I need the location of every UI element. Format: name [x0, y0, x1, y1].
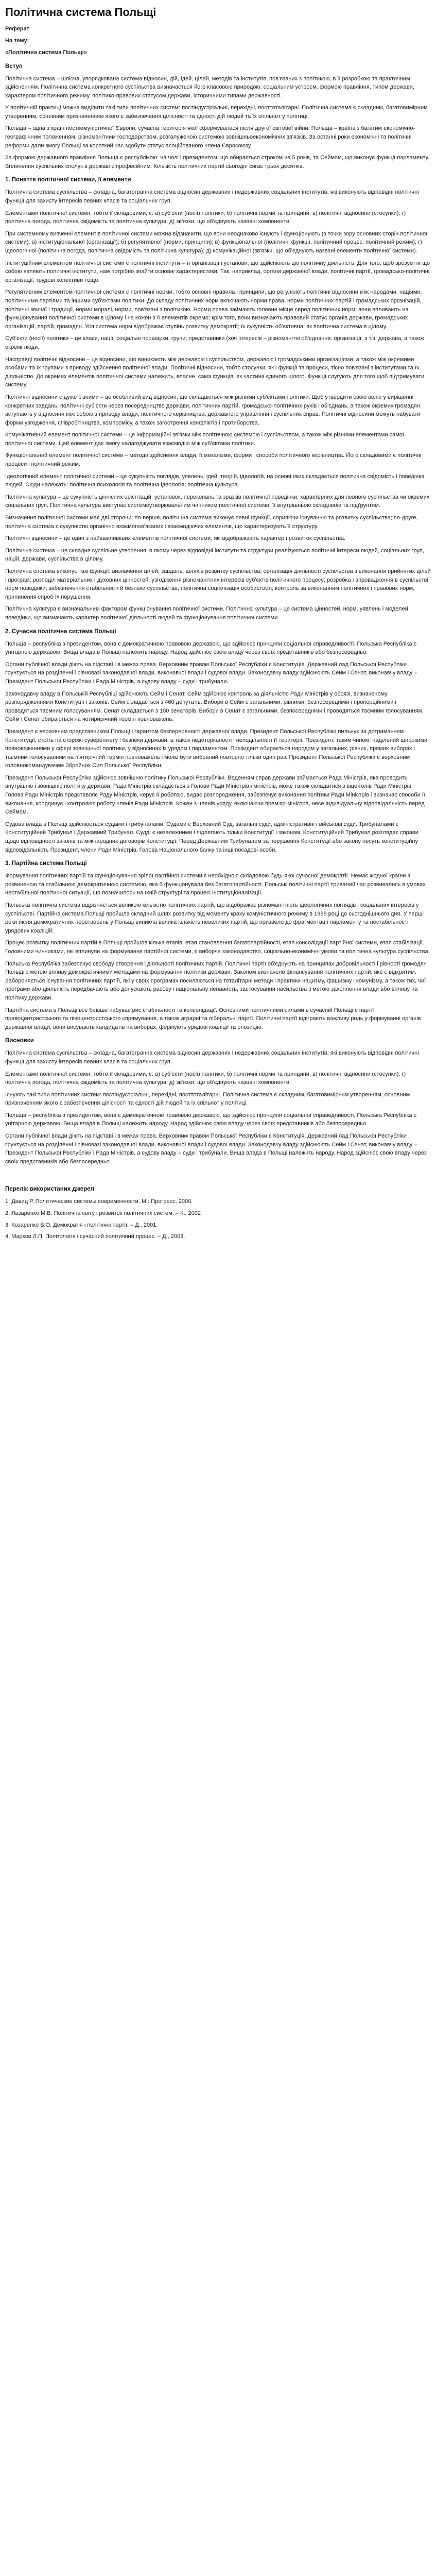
paragraph: Існують такі типи політичних систем: постіндустріальні, перехідні, посттоталітарні. Політична система є складним, багатовимірним утворенням, основним призначенням якого є забезпечення цілісності та єдності дій людей та їх спільнот у політиці.: [5, 1091, 410, 1107]
paragraph: Політична система суспільства – складна, багатогранна система відносин державних і недержавних соціальних інститутів, які виконують відповідні політичні функції для захисту інтересів певних класів та соціальних груп.: [5, 189, 419, 205]
section-3-body: [5, 872, 431, 1031]
paragraph: Визначення політичної системи має дві сторони: по-перше, політична система виконує певні функції, сприяючи існуванню та розвитку суспільства; по-друге, політична система є сукупністю органічно взаємопов'язаних і взаємодіючих елементів, що характеризують її структуру.: [5, 515, 418, 530]
paragraph: Політична система суспільства – складна, багатогранна система відносин державних і недержавних соціальних інститутів, які виконують відповідні політичні функції для захисту інтересів певних класів та соціальних груп.: [5, 1050, 419, 1065]
paragraph: Польська Республіка забезпечує свободу створення і діяльності політичних партій. Політичні партії об'єднують на принципах добровільності і рівності громадян Польщі з метою впливу демократичними методами на формування політики держави. Законом визначено фінансування політичних партій, яке є відкритим. Забороняється існування політичних партій, які у своїх програмах посилаються на тоталітарні методи і практики нацизму, фашизму і комунізму, а також тих, чиї програми або діяльність передбачають або допускають расову і національну ненависть, застосування насильства з метою захоплення влади або впливу на політику держави.: [5, 960, 427, 1001]
doc-type-label: Реферат: [5, 25, 30, 32]
reference-item: 3. Козаренко В.О. Демократія і політичні партії. – Д., 2001.: [5, 1222, 158, 1228]
paragraph: Польща – республіка з президентом, вона є демократичною правовою державою, що здійснює принципи соціальної справедливості. Польська Республіка є унітарною державою. Вища влада в Польщі належить народу. Народ здійснює свою владу через своїх представників або безпосередньо.: [5, 1112, 417, 1127]
paragraph: Елементами політичної системи, тобто її складовими, є: а) суб'єкти (носії) політики; б) політичні норми та принципи; в) політичні відносини (стосунки); г) політична погода, політична свідомість та політична культура; д) зв'язки, що об'єднують названі компоненти.: [5, 210, 406, 225]
paragraph: Функціональний елемент політичної системи – методи здійснення влади, її механізми, форми і способи політичного керівництва. Його складовими є політичні процеси і політичний режим.: [5, 452, 422, 468]
paragraph: Органи публічної влади діють на підставі і в межах права. Верховним правом Польської Республіки є Конституція. Державний лад Польської Республіки ґрунтується на розділенні і рівновазі законодавчої влади, виконавчої влади і судової влади. Законодавчу владу здійснюють Сейм і Сенат, виконавчу владу – Президент Польської Республіки і Рада Міністрів, а судову владу – суди і трибунали.: [5, 661, 417, 685]
document-page: [0, 0, 436, 1260]
paragraph: Елементами політичної системи, тобто її складовими, є: а) суб'єкти (носії) політики; б) політичні норми та принципи; в) політичні відносини (стосунки); г) політична погода, політична свідомість та політична культура; д) зв'язки, що об'єднують названі компоненти.: [5, 1071, 406, 1086]
paragraph: Ідеологічний елемент політичної системи – це сукупність поглядів, уявлень, ідей, теорій, ідеологій, на основі яких складається політична свідомість і поведінка людей. Сюди належать: політична психологія та політична ідеологія; політична культура.: [5, 473, 425, 488]
reference-item: 4. Марков Л.П. Політологія і сучасний політичний процес. – Д., 2003.: [5, 1233, 185, 1240]
paragraph: Політична система – це складне суспільне утворення, в якому через відповідні інститути та структури реалізуються політичні інтереси людей, соціальних груп, націй, держави, суспільства в цілому.: [5, 547, 424, 563]
paragraph: Політична культура є визначальним фактором функціонування політичної системи. Політична культура – це система цінностей, норм, уявлень і моделей поведінки, що визначають характер політичної діяльності людей та функціонування політичної системи.: [5, 606, 408, 621]
paragraph: Регулятивним елементом політичної системи є політичні норми, тобто основні правила і принципи, що регулюють політичні відносини між народами, націями, політичними партіями та іншими суб'єктами політики. До складу політичних норм включають норми права, норми політичних партій і громадських організацій, політичні звичаї і традиції, норми моралі, норми, пов'язані з політикою. Норми права займають головне місце серед політичних норм; вони впливають на функціонування політичної системи в цілому і на кожен з її елементів окремо; крім того, вони визначають правовий статус органів держави, громадських організацій, партій, громадян. Уся система норм відображає ступінь розвитку демократії; їх сукупність об'єктивна, як політична система в цілому.: [5, 289, 422, 330]
section-2-body: [5, 640, 431, 855]
section-1-heading: 1. Поняття політичної системи, її елементи: [5, 177, 131, 183]
spacer: [5, 1170, 431, 1180]
paragraph: У політичній практиці можна виділити такі типи політичних систем: постіндустріальні, перехідні, посттоталітарні. Політична система є складним, багатовимірним утворенням, основним призначенням якого є забезпечення цілісності та єдності дій людей та їх спільнот у політиці.: [5, 105, 428, 120]
reference-item: 1. Давид Р. Политические системы современности. М.: Прогресс, 2000.: [5, 1198, 193, 1205]
intro-body: [5, 75, 431, 171]
paragraph: Політична система – цілісна, упорядкована система відносин, дій, ідей, цілей, методів та інститутів, пов'язаних з політикою, в її розробкою та практичним здійсненням. Політична система конкретного суспільства визначається його класовою природою, соціальним устроєм, формою правління, типом держави, характером політичного режиму, політико-правових статусом держави, історичними типами державності.: [5, 75, 414, 99]
paragraph: Політичні відносини є дуже різними – це особливий вид відносин, що складаються між різними суб'єктами політики. Щоб утвердити свою волю у вирішенні конкретних завдань, політичні суб'єкти через посередництво держави, політичних партій, громадсько-політичних рухів і об'єднань, а також окремих громадян вступають у відносини між собою з приводу влади, політичного керівництва, державного управління і суспільних справ. Політичні відносини можуть набувати форми узгодження, співробітництва, компромісу, а також загострення конфліктів і протиборства.: [5, 394, 421, 426]
reference-item: 2. Лазаренко М.В. Політична світу і розвиток політичних систем. – К., 2002: [5, 1210, 201, 1217]
paragraph: Органи публічної влади діють на підставі і в межах права. Верховним правом Польської Республіки є Конституція. Державний лад Польської Республіки ґрунтується на розділенні і рівновазі законодавчої влади, виконавчої влади і судової влади. Законодавчу владу здійснюють Сейм і Сенат, виконавчу владу – Президент Польської Республіки і Рада Міністрів, а судову владу – суди і трибунали. Вища влада в Польщі належить народу. Народ здійснює свою владу через своїх представників або безпосередньо.: [5, 1133, 427, 1165]
paragraph: Польська політична система відрізняється великою кількістю політичних партій, що відображає різноманітність ідеологічних поглядів і соціальних інтересів у суспільстві. Партійна система Польщі пройшла складний шлях розвитку від моменту краху комуністичного режиму в 1989 році до сьогоднішнього дня. У перші роки після демократичних перетворень у Польщі виникла велика кількість невеликих партій, що призвело до фрагментації парламенту та нестабільності урядових коаліцій.: [5, 902, 424, 934]
intro-heading: Вступ: [5, 63, 23, 70]
paragraph: Політичні відносини – це один з найважливіших елементів політичної системи, які відображають характер і розвиток суспільства.: [5, 535, 346, 542]
topic-title: «Політична система Польщі»: [5, 49, 87, 56]
section-2-heading: 2. Сучасна політична система Польщі: [5, 628, 116, 635]
paragraph: Партійна система в Польщі все більше набуває рис стабільності та консолідації. Основними політичними силами в сучасній Польщі є партії правоцентристського та лівоцентристського спрямування, а також аграрні та ліберальні партії. Політичні партії відіграють важливу роль у формуванні органів державної влади, вони висувають кандидатів на виборах, формують урядові коаліції та опозицію.: [5, 1007, 421, 1030]
paragraph: Політична культура – це сукупність ціннісних орієнтацій, установок, переконань та зразків політичної поведінки, характерних для певного суспільства чи окремих соціальних груп. Політична культура виступає системоутворювальним чинником політичної системи, її внутрішньою складовою та підґрунтям.: [5, 494, 430, 509]
paragraph: Законодавчу владу в Польській Республіці здійснюють Сейм і Сенат. Сейм здійснює контроль за діяльністю Ради Міністрів у обсязі, визначеному розпорядженнями Конституції і законів. Сейм складається з 460 депутатів. Вибори в Сейм є загальними, рівними, безпосередніми і пропорційними і проводяться таємним голосуванням. Сенат складається з 100 сенаторів. Вибори в Сенат є загальними, безпосередніми і проводяться таємним голосуванням. Сейм і Сенат обираються на чотирирічний термін повноважень.: [5, 690, 424, 723]
paragraph: Суб'єкти (носії) політики – це класи, нації, соціальні прошарки, групи; представники (хоч інтересів – різноманітні об'єднання, організації, з т.ч. держава, а також окремі люди.: [5, 335, 424, 350]
section-1-body: [5, 188, 431, 622]
references-list: [5, 1197, 431, 1241]
conclusions-heading: Висновки: [5, 1038, 34, 1044]
paragraph: За формою державного правління Польща є республікою: на чолі і президентом, що обирається строком на 5 років, та Сеймом, що виконує функції парламенту. Вплинення суспільних сполук в державі є професійним. Кількість політичних партій сьогодні сягає трьох десятків.: [5, 155, 430, 170]
conclusions-body: [5, 1049, 431, 1166]
paragraph: Формування політичних партій та функціонування зрілої партійної системи є необхідною складовою будь-якої сучасної демократії. Немає жодної країни з розвиненою та стабільною демократичною системою, яка б функціонувала без багатопартійності. Польські політичні партії тривалий час розвивались в умовах нестабільної політичної ситуації, що позначилось на їхній структурі та процесі інституціоналізації.: [5, 873, 426, 896]
paragraph: Президент Польської Республіки здійснює зовнішню політику Польської Республіки. Веденням справ держави займається Рада Міністрів, яка проводить внутрішню і зовнішню політику держави. Рада Міністрів складається з Голови Ради Міністрів і міністрів, може також складатися з віце-голів Ради Міністрів. Голова Ради Міністрів представляє Раду Міністрів, керує її роботою, видає розпорядження, забезпечує виконання політики Ради Міністрів і визначає способи її виконання, координує і контролює роботу членів Ради Міністрів. Кожен з членів уряду, включаючи прем'єр-міністра, несе індивідуальну відповідальність перед Сеймом.: [5, 774, 425, 816]
paragraph: Комунікативний елемент політичної системи – це інформаційні зв'язки між політичною системою і суспільством, а також між різними елементами самої політичної системи. Цей елемент дає змогу налагоджувати взаємодію між суб'єктами політики.: [5, 432, 404, 447]
paragraph: При системному вивченні елементів політичної системи можна відзначити, що вони неоднаково існують і функціонують (з точки зору основних сторін політичної системи): а) інституціональної (організації); б) регулятивної (норми, принципи); в) функціональної (політичні функції, політичний процес, політичний режим); г) ідеологічної (політична погода, політична свідомість та політична культура); д) комунікаційної (зв'язки, що об'єднують названі елементи політичної системи).: [5, 230, 428, 254]
paragraph: Президент є верховним представником Польщі і гарантом безперервності державної влади. Президент Польської Республіки пильнує за дотриманням Конституції, стоїть на сторожі суверенітету і безпеки держави, а також недоторканості і неподільності її території. Президент, таким чином, наділений широкими повноваженнями у сфері зовнішньої політики, у відносинах із урядом і парламентом. Президент обирається народом у загальних, рівних, прямих виборах і таємним голосуванням на п'ятирічний термін повноважень і може бути вибраний повторно тільки один раз. Президент Польської Республіки є верховним головнокомандувачем Збройних Сил Польської Республіки.: [5, 728, 428, 769]
paragraph: Політична система виконує такі функції: визначення цілей, завдань, шляхів розвитку суспільства; організація діяльності суспільства з виконання прийнятих цілей і програм; розподіл матеріальних і духовних цінностей; узгодження різноманітних інтересів суб'єктів політичного процесу; розробка і впровадження в суспільстві норм поведінки; забезпечення стабільності й безпеки суспільства; політична соціалізація особистості; контроль за виконанням політичних і правових норм, припинення спроб їх порушення.: [5, 568, 431, 600]
paragraph: Польща – одна з країн посткомуністичної Європи, сучасна територія якої сформувалася після другої світової війни. Польща – країна з багатим економічно-географічним положенням, різноманітним господарством, розгалуженою системою зовнішньоекономічних зв'язків. За останні роки економічні та політичні реформи дали змогу Польщі за короткий час здобути статус асоційованого члена Євросоюзу.: [5, 125, 415, 149]
references-heading: Перелік використаних джерел: [5, 1186, 94, 1193]
section-3-heading: 3. Партійна система Польщі: [5, 860, 87, 867]
paragraph: Судова влада в Польщі здійснюється судами і трибуналами. Судами є Верховний Суд, загальні суди, адміністративні і військові суди. Трибуналами є Конституційний Трибунал і Державний Трибунал. Судді є незалежними і підлягають тільки Конституції і законам. Конституційний Трибунал розглядає справи щодо відповідності законів та міжнародних договорів Конституції. Перед Державним Трибуналом за порушення Конституції або закону несуть конституційну відповідальність Президент, члени Ради Міністрів, Голова Національного банку та інші посадові особи.: [5, 821, 418, 853]
paragraph: Насправді політичні відносини – це відносини, що виникають між державою і суспільством, державою і громадськими організаціями, а також між окремими особами та їх групами з приводу здійснення політичної влади. Політичні відносини, тобто стосунки, як і функції та процеси, тісно пов'язані з інститутами та їх діяльністю. До окремих елементів політичної системи належить, власне, сама функція, як частина єдиного цілого. Функції слугують для того щоб підтримувати систему.: [5, 356, 425, 388]
topic-label: На тему:: [5, 37, 29, 44]
paragraph: Інституційним елементом політичної системи є політичні інститути – ті організації і установи, що здійснюють цю політичну діяльність. Для того, щоб зрозуміти що собою являють політичні інститути, нам потрібно знайти основні характеристики. Так, наприклад, органи державної влади, політичні партії, громадсько-політичні організації, трудові колективи тощо.: [5, 260, 430, 283]
document-title: Політична система Польщі: [5, 6, 156, 19]
paragraph: Процес розвитку політичних партій в Польщі пройшов кілька етапів: етап становлення багатопартійності, етап консолідації партійної системи, етап стабілізації. Головними чинниками, які вплинули на формування партійної системи, є виборче законодавство, соціально-економічні умови та політична культура суспільства.: [5, 940, 430, 955]
paragraph: Польща – республіка з президентом, вона є демократичною правовою державою, що здійснює принципи соціальної справедливості. Польська Республіка є унітарною державою. Вища влада в Польщі належить народу. Народ здійснює свою владу через своїх представників або безпосередньо.: [5, 640, 417, 656]
